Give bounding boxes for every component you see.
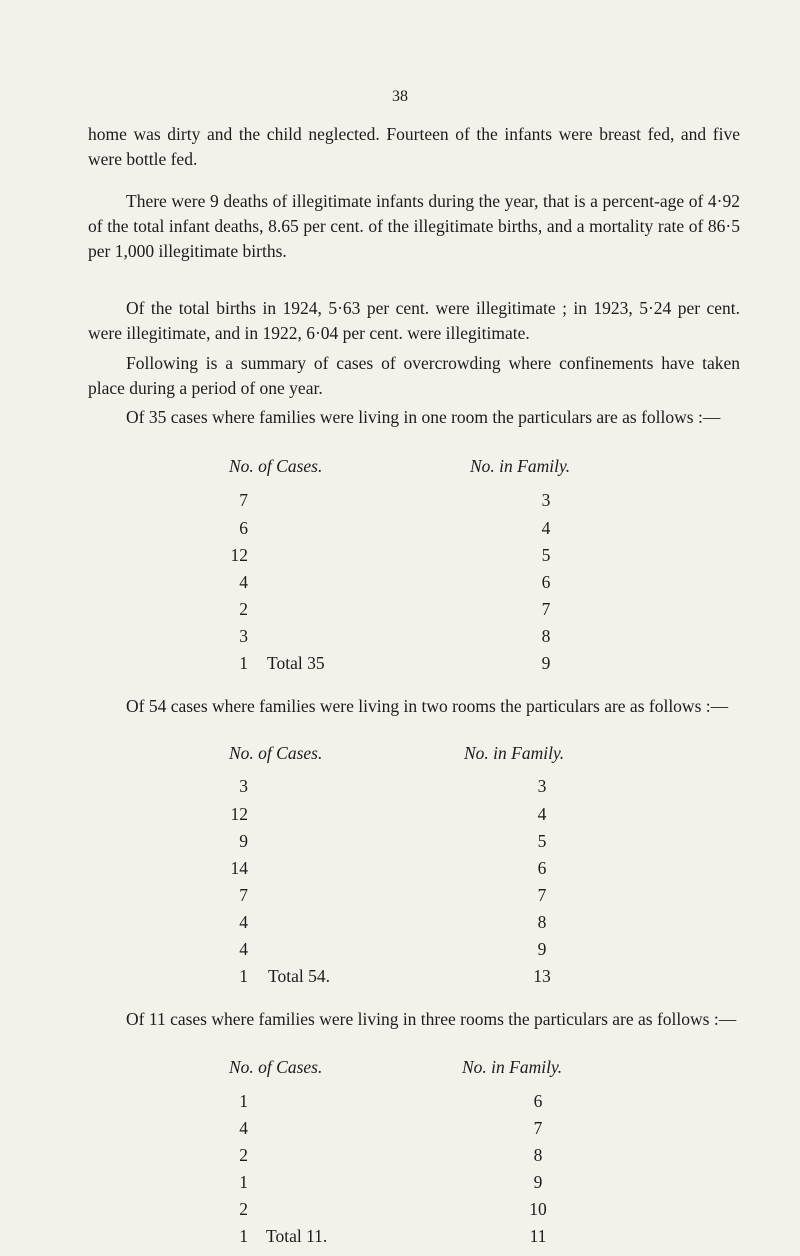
paragraph-one-room: Of 35 cases where families were living in one room the particulars are as follows :— [126, 407, 721, 427]
cell-family: 7 [533, 1118, 543, 1138]
cell-cases: 2 [239, 1199, 248, 1219]
paragraph-illegitimate-deaths: There were 9 deaths of illegitimate infants during the year, that is a percent-age of 4·92 of the total infant deaths, 8.65 per cent. of the illegitimate births, and a mortality rate of 86·5 per 1,000 illegitimate births. [88, 191, 740, 261]
cell-family: 4 [537, 804, 547, 824]
cell-cases: 3 [239, 626, 248, 646]
cell-family: 4 [541, 518, 551, 538]
cell-family: 5 [537, 831, 547, 851]
cell-family: 7 [541, 599, 551, 619]
cell-family: 13 [533, 966, 551, 986]
cell-family: 9 [537, 939, 547, 959]
cell-cases: 3 [239, 776, 248, 796]
cell-family: 5 [541, 545, 551, 565]
cell-cases: 2 [239, 1145, 248, 1165]
cell-cases: 9 [239, 831, 248, 851]
cell-cases: 2 [239, 599, 248, 619]
cell-family: 9 [541, 653, 551, 673]
cell-cases: 1 [239, 1172, 248, 1192]
cell-family: 3 [541, 490, 551, 510]
cell-family: 8 [541, 626, 551, 646]
paragraph-three-rooms: Of 11 cases where families were living in three rooms the particulars are as follows :— [126, 1009, 737, 1029]
header-no-of-cases: No. of Cases. [229, 743, 323, 763]
header-no-in-family: No. in Family. [464, 743, 565, 763]
cell-cases: 1 [239, 653, 248, 673]
header-no-in-family: No. in Family. [462, 1057, 563, 1077]
cell-cases: 12 [230, 804, 248, 824]
cell-cases: 4 [239, 939, 248, 959]
cell-cases: 14 [230, 858, 248, 878]
cell-total: Total 54. [268, 966, 330, 986]
cell-cases: 7 [239, 885, 248, 905]
cell-family: 10 [529, 1199, 547, 1219]
cell-family: 6 [537, 858, 547, 878]
cell-cases: 1 [239, 1091, 248, 1111]
cell-family: 6 [533, 1091, 543, 1111]
cell-total: Total 35 [267, 653, 325, 673]
cell-cases: 1 [239, 966, 248, 986]
paragraph-continuation: home was dirty and the child neglected. Fourteen of the infants were breast fed, and five were bottle fed. [88, 124, 740, 169]
header-no-of-cases: No. of Cases. [229, 456, 323, 476]
header-no-of-cases: No. of Cases. [229, 1057, 323, 1077]
cell-cases: 4 [239, 572, 248, 592]
cell-cases: 1 [239, 1226, 248, 1246]
cell-cases: 6 [239, 518, 248, 538]
cell-cases: 4 [239, 1118, 248, 1138]
paragraph-two-rooms: Of 54 cases where families were living in two rooms the particulars are as follows :— [126, 696, 729, 716]
cell-family: 11 [529, 1226, 547, 1246]
cell-family: 9 [533, 1172, 543, 1192]
paragraph-overcrowding-summary: Following is a summary of cases of overcrowding where confinements have taken place during a period of one year. [88, 353, 740, 398]
cell-family: 8 [533, 1145, 543, 1165]
page-number: 38 [392, 88, 408, 105]
cell-total: Total 11. [266, 1226, 328, 1246]
cell-family: 8 [537, 912, 547, 932]
cell-cases: 4 [239, 912, 248, 932]
cell-family: 3 [537, 776, 547, 796]
paragraph-illegitimate-births: Of the total births in 1924, 5·63 per cent. were illegitimate ; in 1923, 5·24 per cent. were illegitimate, and in 1922, 6·04 per cent. were illegitimate. [88, 298, 740, 343]
header-no-in-family: No. in Family. [470, 456, 571, 476]
cell-family: 6 [541, 572, 551, 592]
cell-cases: 7 [239, 490, 248, 510]
cell-family: 7 [537, 885, 547, 905]
cell-cases: 12 [230, 545, 248, 565]
